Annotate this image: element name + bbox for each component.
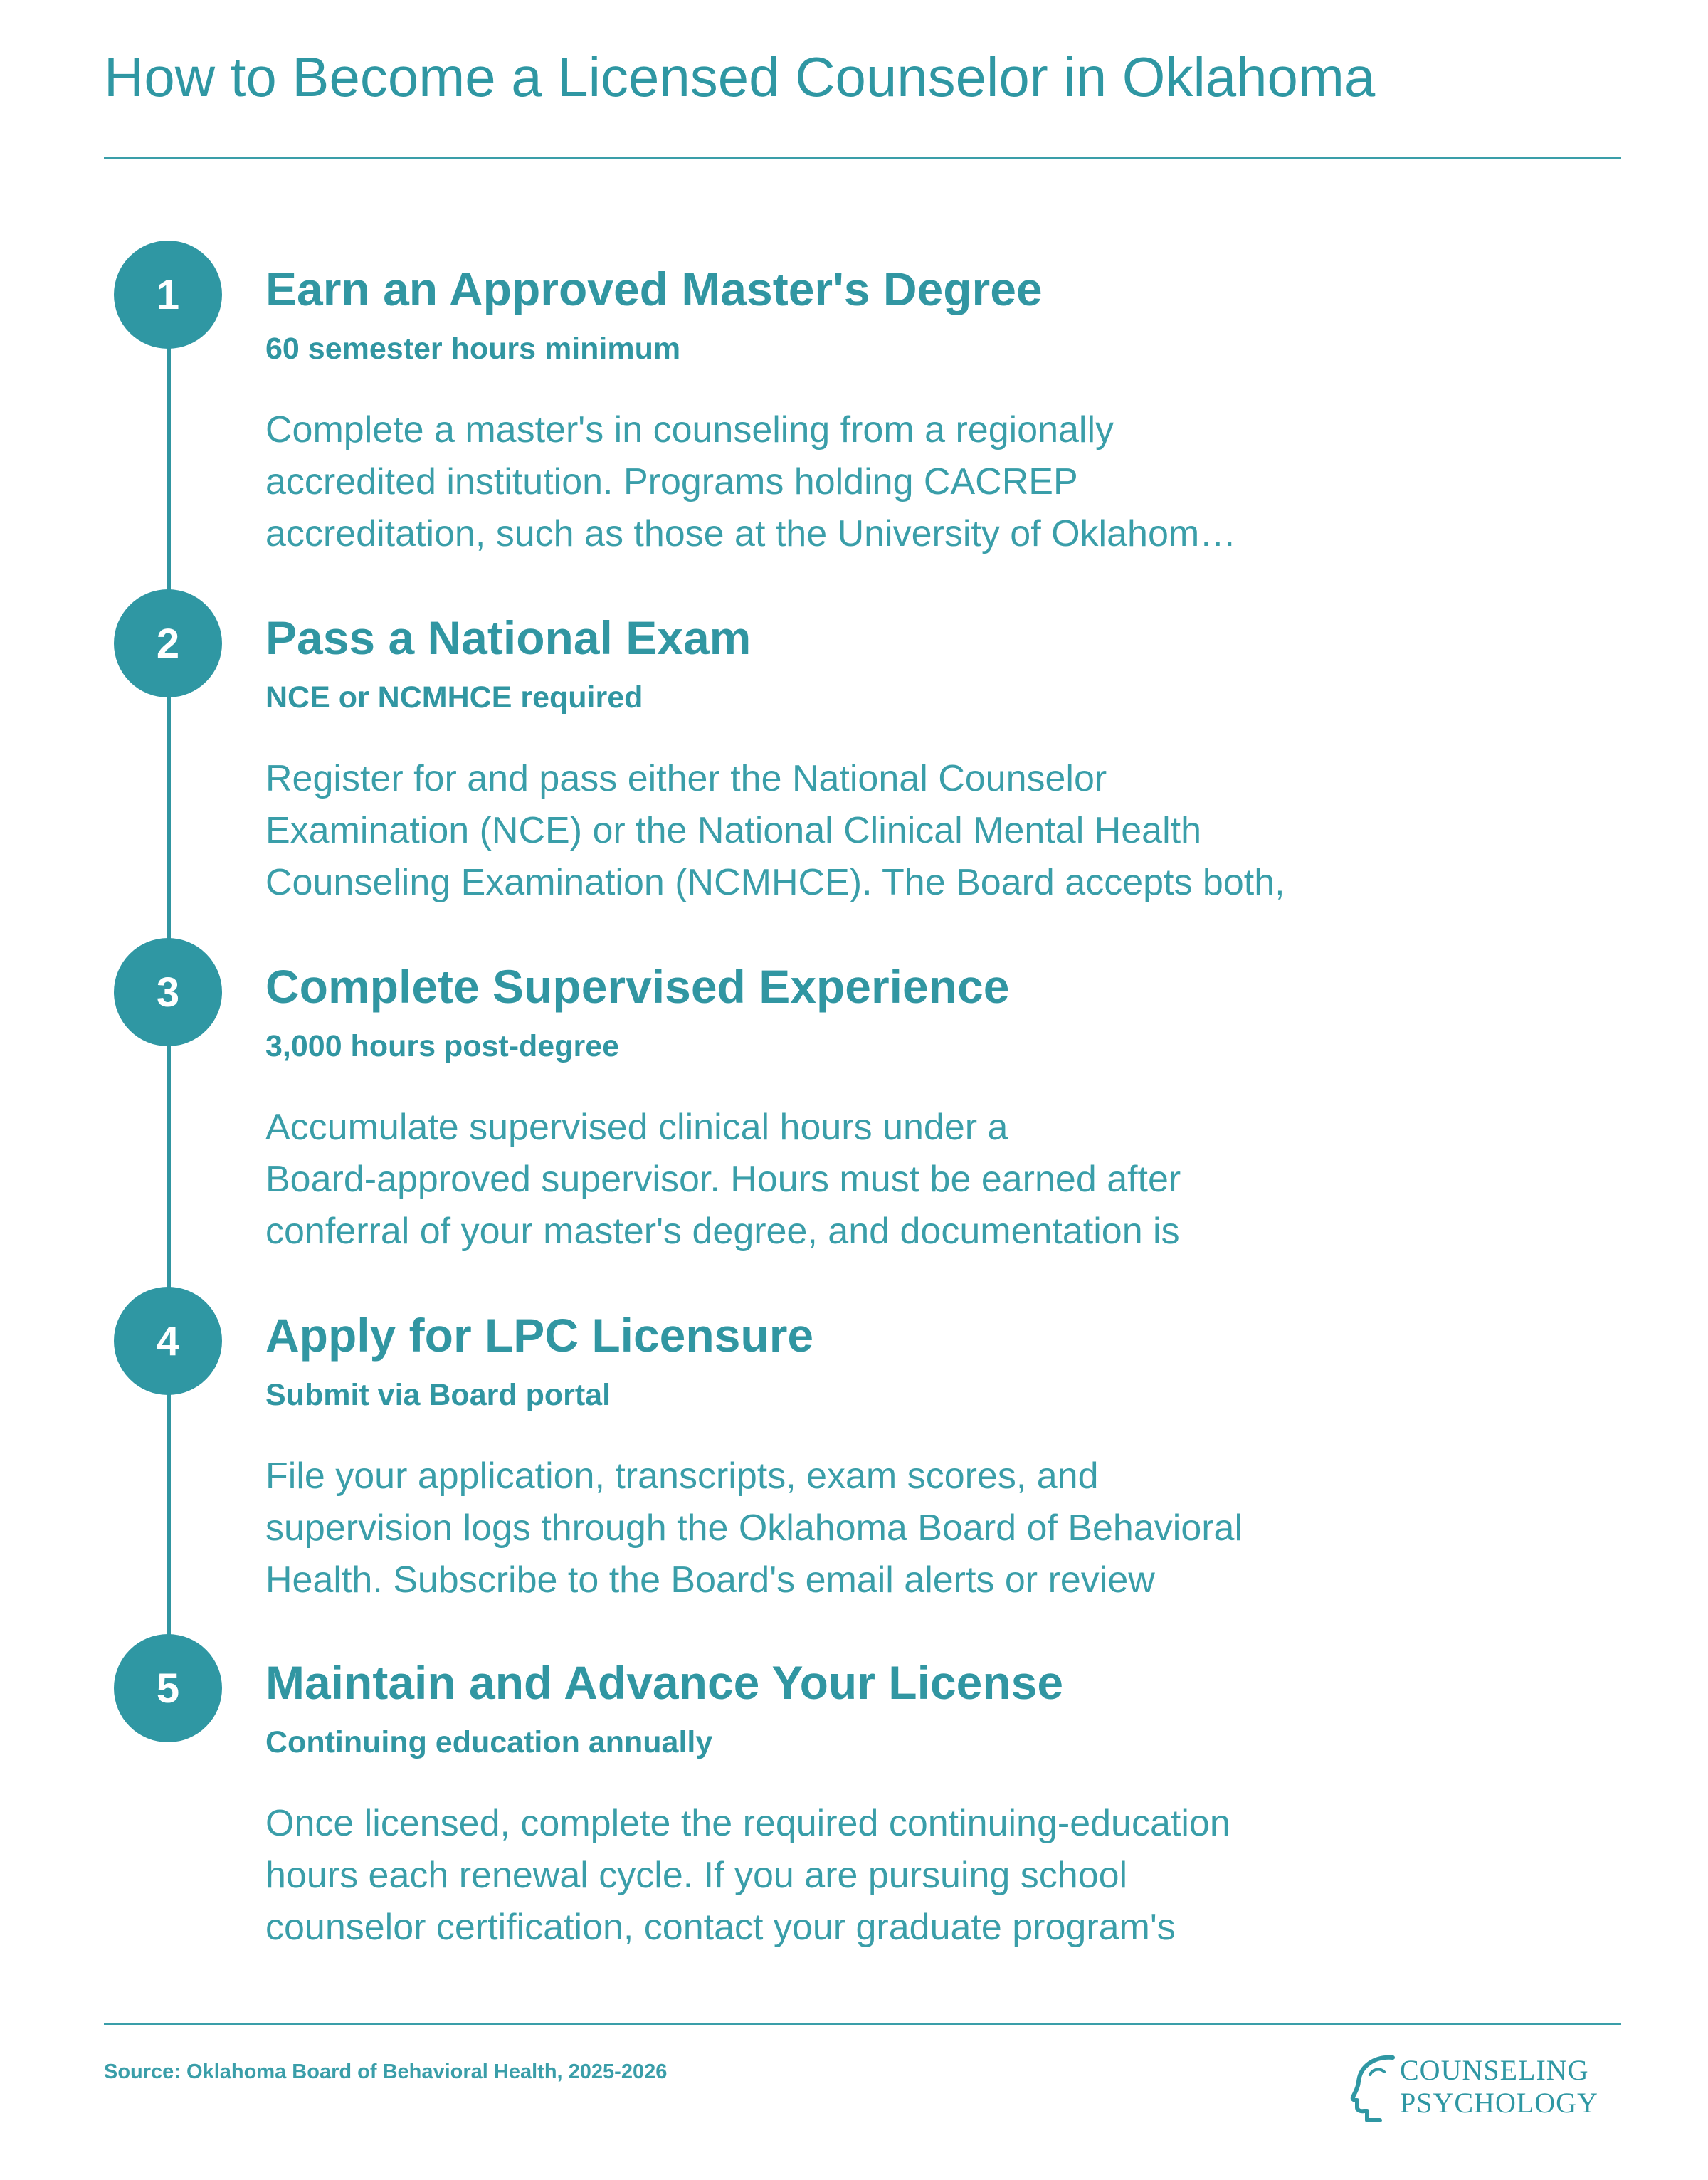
step-subtitle: 60 semester hours minimum — [265, 332, 681, 366]
logo-wordmark-line: COUNSELING — [1400, 2054, 1589, 2086]
step-description — [265, 1450, 1433, 1606]
step-number-badge: 4 — [114, 1287, 222, 1395]
page-title: How to Become a Licensed Counselor in Oklahoma — [104, 46, 1376, 108]
step-description — [265, 1798, 1433, 1954]
step-subtitle: NCE or NCMHCE required — [265, 680, 643, 715]
step-description-line: Accumulate supervised clinical hours under a — [265, 1107, 1008, 1148]
step-description-line: hours each renewal cycle. If you are pursuing school — [265, 1855, 1128, 1896]
logo-wordmark-line: PSYCHOLOGY — [1400, 2087, 1598, 2119]
step-number-badge: 5 — [114, 1634, 222, 1742]
step-description — [265, 1102, 1433, 1258]
step-description-line: Once licensed, complete the required continuing-education — [265, 1803, 1230, 1844]
step-description-line: Examination (NCE) or the National Clinical Mental Health — [265, 810, 1202, 851]
source-citation: Source: Oklahoma Board of Behavioral Health, 2025-2026 — [104, 2060, 668, 2083]
step-description-line: Board-approved supervisor. Hours must be earned after — [265, 1159, 1181, 1200]
step-title: Complete Supervised Experience — [265, 960, 1010, 1013]
step-description-line: File your application, transcripts, exam scores, and — [265, 1455, 1099, 1497]
step-subtitle: Submit via Board portal — [265, 1378, 611, 1412]
step-number-badge: 1 — [114, 241, 222, 349]
brand-logo[interactable] — [1349, 2053, 1623, 2132]
step-description-line: Register for and pass either the National Counselor — [265, 758, 1107, 799]
step-title: Apply for LPC Licensure — [265, 1309, 814, 1362]
step-title: Maintain and Advance Your License — [265, 1656, 1064, 1709]
step-description-line: Counseling Examination (NCMHCE). The Board accepts both, — [265, 862, 1285, 903]
step-number-badge: 3 — [114, 938, 222, 1046]
step-description-line: supervision logs through the Oklahoma Board of Behavioral — [265, 1507, 1243, 1549]
step-description-line: accredited institution. Programs holding CACREP — [265, 461, 1078, 502]
footer-divider — [104, 2023, 1621, 2025]
header-divider — [104, 157, 1621, 159]
step-description-line: counselor certification, contact your graduate program's — [265, 1907, 1176, 1948]
step-description — [265, 753, 1433, 909]
step-description-line: Complete a master's in counseling from a regionally — [265, 409, 1114, 451]
step-description-line: conferral of your master's degree, and documentation is — [265, 1211, 1180, 1252]
step-description-line: accreditation, such as those at the University of Oklahom… — [265, 513, 1237, 554]
step-subtitle: 3,000 hours post-degree — [265, 1029, 620, 1063]
step-subtitle: Continuing education annually — [265, 1725, 713, 1759]
step-title: Pass a National Exam — [265, 611, 752, 664]
step-description-line: Health. Subscribe to the Board's email alerts or review — [265, 1559, 1155, 1601]
step-title: Earn an Approved Master's Degree — [265, 263, 1043, 315]
step-description — [265, 404, 1433, 560]
step-number-badge: 2 — [114, 589, 222, 697]
